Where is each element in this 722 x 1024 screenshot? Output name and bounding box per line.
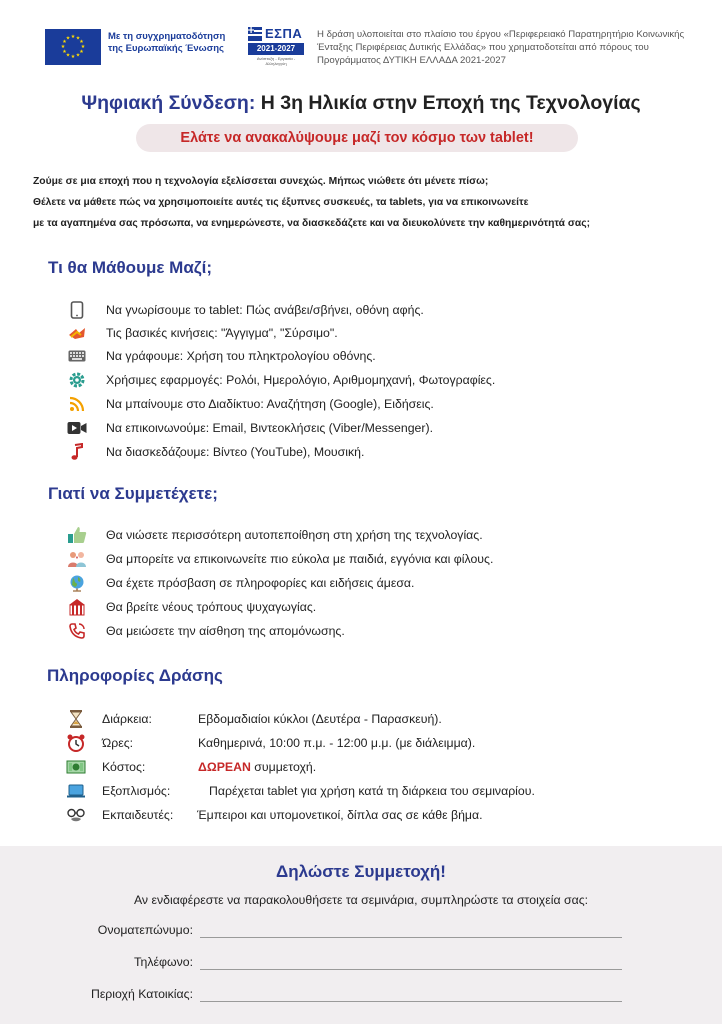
info-cost-label: Κόστος: <box>102 760 146 774</box>
why-item <box>66 573 414 593</box>
intro-line-1: Ζούμε σε μια εποχή που η τεχνολογία εξελίσσεται συνεχώς. Μήπως νιώθετε ότι μένετε πίσω; <box>33 176 489 187</box>
info-equipment-value: Παρέχεται tablet για χρήση κατά τη διάρκεια του σεμιναρίου. <box>209 784 535 798</box>
svg-text:★: ★ <box>80 44 86 50</box>
globe-icon <box>66 573 88 593</box>
intro-line-2: Θέλετε να μάθετε πώς να χρησιμοποιείτε αυτές τις έξυπνες συσκευές, τα tablets, για να επικοινωνείτε <box>33 197 529 208</box>
name-field-label: Ονοματεπώνυμο: <box>97 923 193 937</box>
signup-instructions: Αν ενδιαφέρεστε να παρακολουθήσετε τα σεμινάρια, συμπληρώστε τα στοιχεία σας: <box>133 893 589 907</box>
name-field-line[interactable] <box>200 937 622 938</box>
info-hours-label: Ώρες: <box>102 736 134 750</box>
info-cost-value <box>198 760 316 774</box>
money-icon <box>66 757 86 782</box>
area-field-label: Περιοχή Κατοικίας: <box>90 987 193 1001</box>
thumbs-up-icon <box>66 525 88 545</box>
phone-icon <box>66 621 88 641</box>
program-description: Η δράση υλοποιείται στο πλαίσιο του έργου «Περιφερειακό Παρατηρητήριο Κοινωνικής Ένταξης Περιφέρειας Δυτικής Ελλάδας» που χρηματοδοτείται από πόρους του Προγράμματος ΔΥΤΙΚΗ ΕΛΛΑΔΑ 2021-2027 <box>317 29 685 66</box>
learn-item-text: Να διασκεδάζουμε: Βίντεο (YouTube), Μουσική. <box>106 445 365 459</box>
svg-text:★: ★ <box>75 35 81 42</box>
svg-text:★: ★ <box>65 52 71 59</box>
why-item-text: Θα μπορείτε να επικοινωνείτε πιο εύκολα με παιδιά, εγγόνια και φίλους. <box>106 552 494 566</box>
free-badge: ΔΩΡΕΑΝ <box>198 760 251 774</box>
learn-item-text: Να μπαίνουμε στο Διαδίκτυο: Αναζήτηση (Google), Ειδήσεις. <box>106 397 434 411</box>
eu-cofunding-text: Με τη συγχρηματοδότηση της Ευρωπαϊκής Ένωσης <box>108 31 226 54</box>
learn-item <box>66 394 434 414</box>
svg-text:★: ★ <box>70 34 76 40</box>
info-equipment-label: Εξοπλισμός: <box>102 784 171 798</box>
why-item <box>66 525 483 545</box>
title-part-2: Η 3η Ηλικία στην Εποχή της Τεχνολογίας <box>255 92 641 114</box>
keyboard-icon <box>66 346 88 366</box>
svg-text:★: ★ <box>79 49 84 55</box>
learn-item-text: Τις βασικές κινήσεις: "Άγγιγμα", "Σύρσιμο". <box>106 326 338 340</box>
why-item <box>66 597 316 617</box>
video-call-icon <box>66 418 88 438</box>
espa-years-badge: 2021-2027 <box>248 43 304 55</box>
why-item-text: Θα έχετε πρόσβαση σε πληροφορίες και ειδήσεις άμεσα. <box>106 576 415 590</box>
teacher-glasses-icon <box>66 805 86 830</box>
why-item-text: Θα νιώσετε περισσότερη αυτοπεποίθηση στη χρήση της τεχνολογίας. <box>106 528 483 542</box>
info-duration-value: Εβδομαδιαίοι κύκλοι (Δευτέρα - Παρασκευή). <box>198 712 442 726</box>
circus-tent-icon <box>66 597 88 617</box>
svg-text:★: ★ <box>65 35 71 42</box>
family-icon <box>66 549 88 569</box>
learn-item-text: Να επικοινωνούμε: Email, Βιντεοκλήσεις (Viber/Messenger). <box>106 421 433 435</box>
learn-item <box>66 418 433 438</box>
phone-field-line[interactable] <box>200 969 622 970</box>
learn-item <box>66 442 364 462</box>
svg-text:★: ★ <box>79 39 84 45</box>
why-item <box>66 621 345 641</box>
learn-item <box>66 346 376 366</box>
laptop-icon <box>66 781 86 806</box>
info-instructors-label: Εκπαιδευτές: <box>102 808 174 822</box>
svg-text:★: ★ <box>60 44 66 50</box>
alarm-clock-icon <box>66 733 86 758</box>
info-cost-suffix: συμμετοχή. <box>250 760 317 774</box>
tablet-icon <box>66 300 88 320</box>
info-duration-label: Διάρκεια: <box>102 712 152 726</box>
title-part-1: Ψηφιακή Σύνδεση: <box>81 92 256 114</box>
svg-text:★: ★ <box>70 54 76 60</box>
gear-icon <box>66 370 88 390</box>
learn-item <box>66 370 495 390</box>
espa-flag-icon <box>248 27 262 41</box>
learn-item-text: Να γνωρίσουμε το tablet: Πώς ανάβει/σβήνει, οθόνη αφής. <box>106 303 424 317</box>
page-title <box>0 92 722 115</box>
signup-title: Δηλώστε Συμμετοχή! <box>276 862 446 881</box>
why-item-text: Θα μειώσετε την αίσθηση της απομόνωσης. <box>106 624 345 638</box>
learn-item-text: Να γράφουμε: Χρήση του πληκτρολογίου οθόνης. <box>106 349 376 363</box>
why-item <box>66 549 493 569</box>
swipe-gesture-icon <box>66 323 88 343</box>
learn-item <box>66 323 338 343</box>
info-section-title: Πληροφορίες Δράσης <box>47 666 223 685</box>
svg-text:★: ★ <box>62 49 67 55</box>
why-item-text: Θα βρείτε νέους τρόπους ψυχαγωγίας. <box>106 600 317 614</box>
svg-text:★: ★ <box>75 52 81 59</box>
learn-section-title: Τι θα Μάθουμε Μαζί; <box>48 258 212 277</box>
why-section-title: Γιατί να Συμμετέχετε; <box>48 484 218 503</box>
eu-flag-logo <box>45 29 101 65</box>
svg-text:★: ★ <box>62 39 67 45</box>
learn-item-text: Χρήσιμες εφαρμογές: Ρολόι, Ημερολόγιο, Αριθμομηχανή, Φωτογραφίες. <box>106 373 496 387</box>
music-note-icon <box>66 442 88 462</box>
subtitle-banner: Ελάτε να ανακαλύψουμε μαζί τον κόσμο των tablet! <box>136 124 578 152</box>
espa-slogan: Ανάπτυξη - Εργασία - Αλληλεγγύη <box>256 56 296 66</box>
hourglass-icon <box>66 709 86 734</box>
learn-item <box>66 300 424 320</box>
info-instructors-value: Έμπειροι και υπομονετικοί, δίπλα σας σε κάθε βήμα. <box>197 808 483 822</box>
espa-logo-title: ΕΣΠΑ <box>265 26 303 41</box>
phone-field-label: Τηλέφωνο: <box>133 955 193 969</box>
info-hours-value: Καθημερινά, 10:00 π.μ. - 12:00 μ.μ. (με διάλειμμα). <box>198 736 476 750</box>
intro-line-3: με τα αγαπημένα σας πρόσωπα, να ενημερώνεστε, να διασκεδάζετε και να διευκολύνετε την καθημερινότητά σας; <box>33 218 591 229</box>
rss-icon <box>66 394 88 414</box>
area-field-line[interactable] <box>200 1001 622 1002</box>
